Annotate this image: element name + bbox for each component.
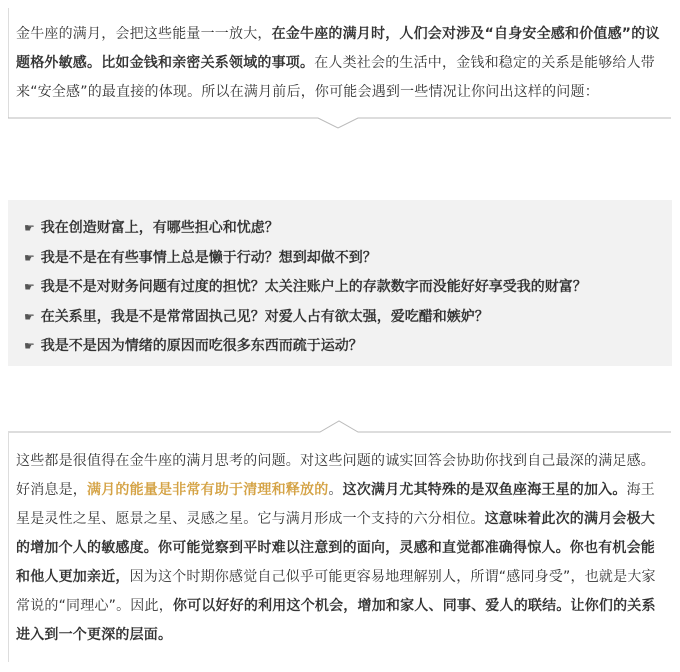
list-item: ☛ 我是不是对财务问题有过度的担忧？太关注账户上的存款数字而没能好好享受我的财富？ (24, 279, 587, 295)
reflection-text (16, 447, 658, 650)
hand-pointer-icon: ☛ (24, 280, 35, 294)
divider-notch-down (8, 113, 671, 129)
intro-bold-text: 在金牛座的满月时，人们会对涉及“自身安全感和价值感”的议题格外敏感。比如金钱和亲密关系领域的事项。 (16, 26, 660, 71)
list-item: ☛ 我是不是在有些事情上总是懒于行动？想到却做不到？ (24, 249, 377, 266)
hand-pointer-icon: ☛ (24, 250, 35, 265)
list-item: ☛ 在关系里，我是不是常常固执己见？对爱人占有欲太强，爱吃醋和嫉妒？ (24, 308, 489, 325)
intro-text: 金牛座的满月，会把这些能量一一放大， (16, 26, 272, 42)
list-item: ☛ 我在创造财富上，有哪些担心和忧虑？ (24, 220, 279, 236)
questions-box (8, 200, 672, 366)
reflection-paragraph: 好消息是，满月的能量是非常有助于清理和释放的。这次满月尤其特殊的是双鱼座海王星的加入。海王星是灵性之星、愿景之星、灵感之星。它与满月形成一个支持的六分相位。这意味着此次的满月会极大的增加个人的敏感度。你可能觉察到平时难以注意到的面向，灵感和直觉都准确得惊人。你也有机会能和他人更加亲近，因为这个时期你感觉自己似乎可能更容易地理解别人，所谓“感同身受”，也就是大家常说的“同理心”。因此，你可以好好的利用这个机会，增加和家人、同事、爱人的联结。让你们的关系进入到一个更深的层面。 (16, 482, 656, 643)
hand-pointer-icon: ☛ (24, 309, 35, 324)
highlight-text: 满月的能量是非常有助于清理和释放的 (87, 482, 329, 498)
hand-pointer-icon: ☛ (24, 339, 35, 353)
intro-tail-text: 在人类社会的生活中，金钱和稳定的关系是能够给人带来“安全感”的最直接的体现。所以在满月前后，你可能会遇到一些情况让你问出这样的问题： (16, 55, 656, 100)
questions-list (24, 214, 587, 362)
reflection-line: 这些都是很值得在金牛座的满月思考的问题。对这些问题的诚实回答会协助你找到自己最深的满足感。 (16, 453, 655, 469)
intro-paragraph (16, 20, 660, 107)
hand-pointer-icon: ☛ (24, 221, 35, 235)
list-item: ☛ 我是不是因为情绪的原因而吃很多东西而疏于运动？ (24, 338, 363, 354)
